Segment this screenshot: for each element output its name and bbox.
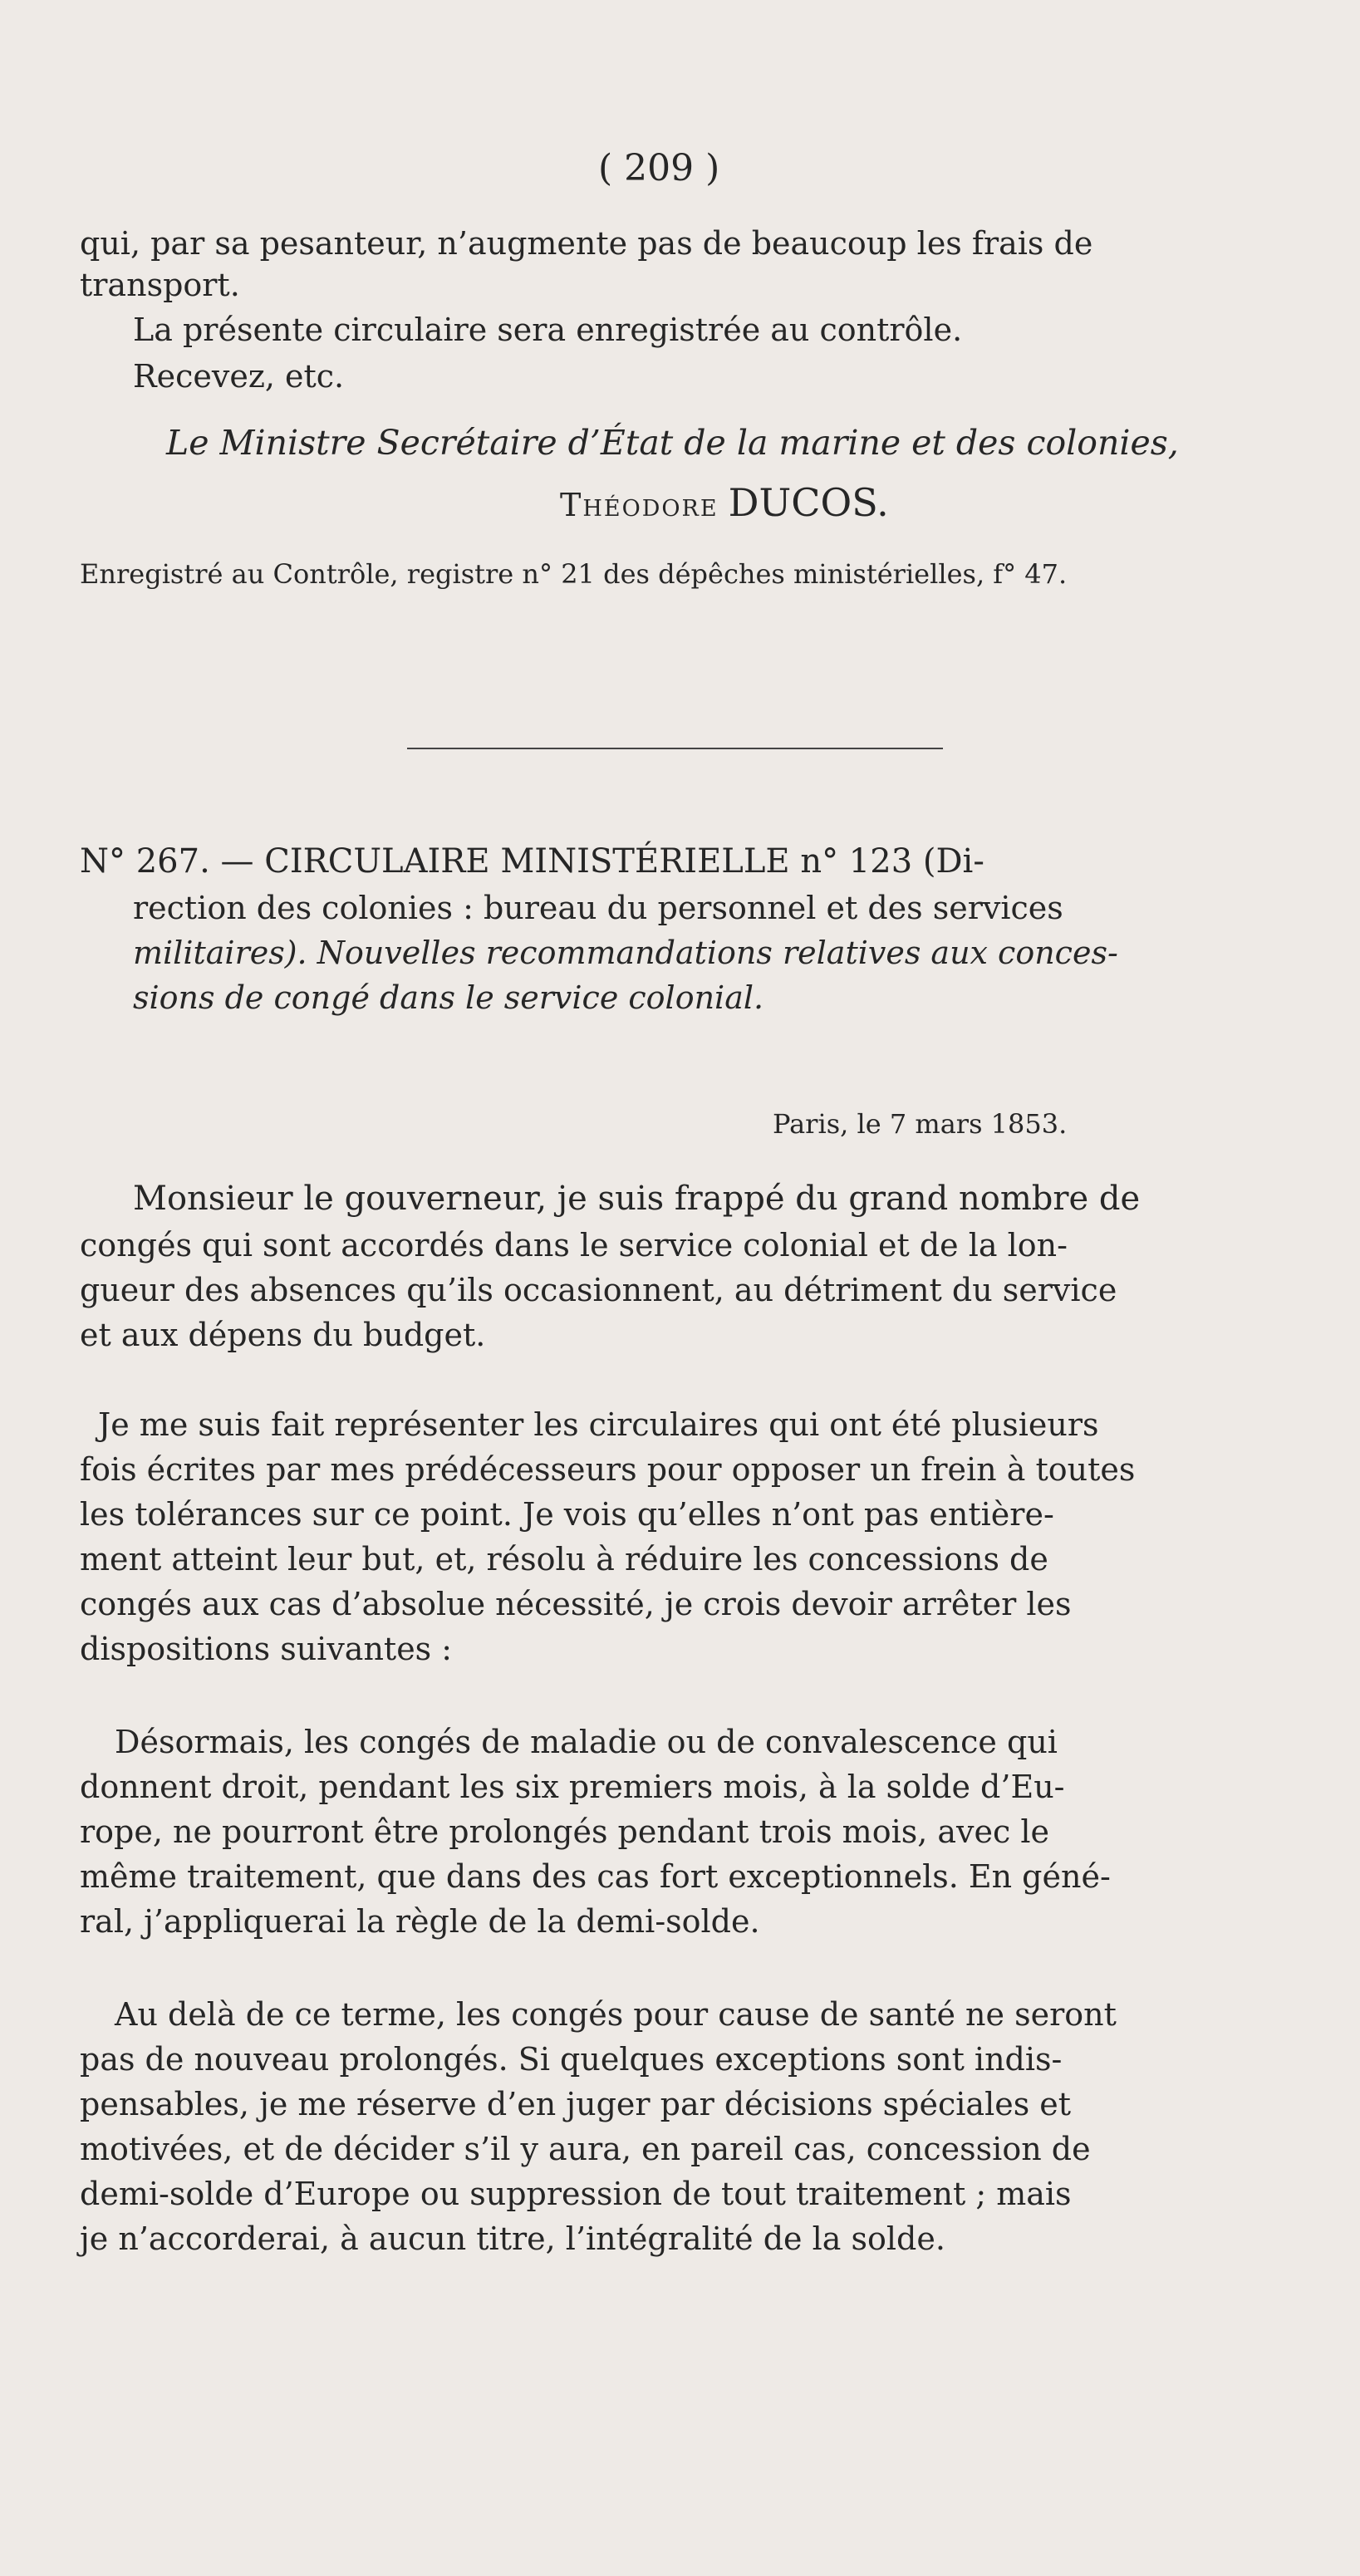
text-line: congés qui sont accordés dans le service colonial et de la lon- bbox=[80, 1227, 1068, 1263]
signatory-name bbox=[560, 482, 889, 526]
text-line: donnent droit, pendant les six premiers mois, à la solde d’Eu- bbox=[80, 1769, 1065, 1805]
text-line: pas de nouveau prolongés. Si quelques exceptions sont indis- bbox=[80, 2041, 1063, 2078]
text-line: qui, par sa pesanteur, n’augmente pas de beaucoup les frais de bbox=[80, 225, 1093, 262]
text-line: gueur des absences qu’ils occasionnent, au détriment du service bbox=[80, 1272, 1117, 1308]
text-line: motivées, et de décider s’il y aura, en pareil cas, concession de bbox=[80, 2131, 1091, 2167]
text-line: ral, j’appliquerai la règle de la demi-solde. bbox=[80, 1903, 760, 1940]
text-line: fois écrites par mes prédécesseurs pour opposer un frein à toutes bbox=[80, 1451, 1136, 1488]
text-line: congés aux cas d’absolue nécessité, je crois devoir arrêter les bbox=[80, 1586, 1072, 1622]
text-line: Désormais, les congés de maladie ou de convalescence qui bbox=[115, 1724, 1058, 1760]
text-line: je n’accorderai, à aucun titre, l’intégralité de la solde. bbox=[80, 2220, 945, 2257]
text-line: transport. bbox=[80, 267, 240, 303]
circular-heading-line: rection des colonies : bureau du personnel et des services bbox=[133, 890, 1063, 926]
text-line: rope, ne pourront être prolongés pendant trois mois, avec le bbox=[80, 1813, 1049, 1850]
closing-greeting: Recevez, etc. bbox=[133, 358, 345, 395]
date-line: Paris, le 7 mars 1853. bbox=[773, 1108, 1068, 1140]
section-divider bbox=[407, 748, 943, 749]
text-line: ment atteint leur but, et, résolu à réduire les concessions de bbox=[80, 1541, 1048, 1577]
registry-note: Enregistré au Contrôle, registre n° 21 des dépêches ministérielles, f° 47. bbox=[80, 558, 1068, 590]
text-line: Je me suis fait représenter les circulaires qui ont été plusieurs bbox=[98, 1406, 1099, 1443]
registration-statement: La présente circulaire sera enregistrée au contrôle. bbox=[133, 312, 963, 348]
text-line: dispositions suivantes : bbox=[80, 1631, 453, 1667]
text-line: pensables, je me réserve d’en juger par décisions spéciales et bbox=[80, 2086, 1072, 2122]
signatory-first-name: Théodore bbox=[560, 487, 719, 523]
text-line: demi-solde d’Europe ou suppression de tout traitement ; mais bbox=[80, 2176, 1072, 2212]
text-line: les tolérances sur ce point. Je vois qu’elles n’ont pas entière- bbox=[80, 1496, 1054, 1533]
circular-heading-line: militaires). Nouvelles recommandations relatives aux conces- bbox=[133, 935, 1118, 971]
circular-heading-line: N° 267. — CIRCULAIRE MINISTÉRIELLE n° 123 (Di- bbox=[80, 842, 984, 881]
signatory-last-name: DUCOS. bbox=[728, 480, 889, 525]
text-line: et aux dépens du budget. bbox=[80, 1317, 486, 1353]
signatory-title: Le Ministre Secrétaire d’État de la marine et des colonies, bbox=[166, 423, 1179, 463]
page-number: ( 209 ) bbox=[598, 147, 720, 189]
text-line: Au delà de ce terme, les congés pour cause de santé ne seront bbox=[115, 1996, 1117, 2033]
text-line: même traitement, que dans des cas fort exceptionnels. En géné- bbox=[80, 1858, 1111, 1895]
text-line: Monsieur le gouverneur, je suis frappé du grand nombre de bbox=[133, 1180, 1141, 1218]
circular-heading-line: sions de congé dans le service colonial. bbox=[133, 979, 764, 1016]
